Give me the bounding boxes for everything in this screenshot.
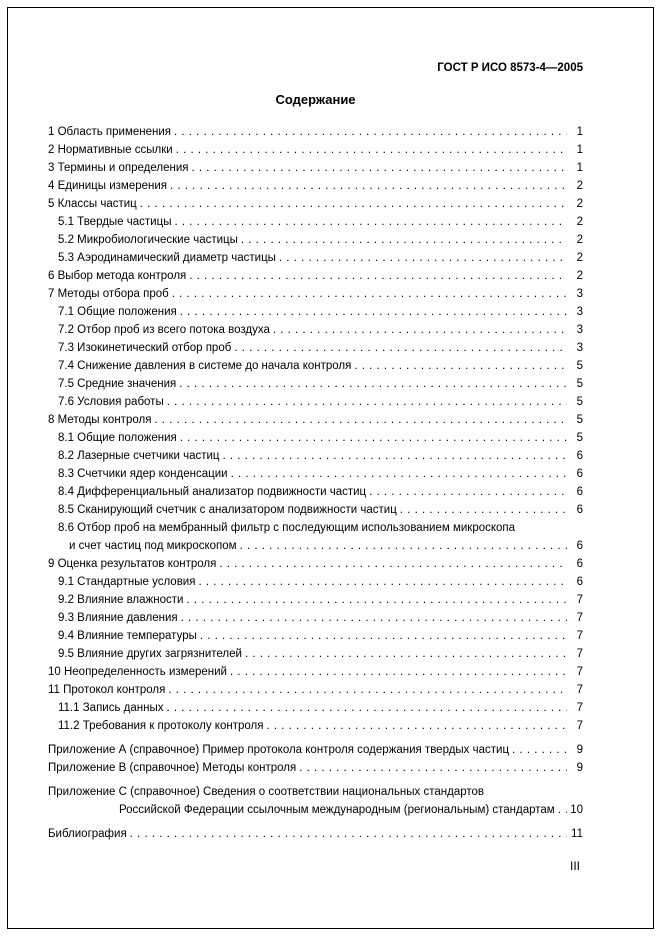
toc-entry-label: 10 Неопределенность измерений [48, 666, 227, 678]
toc-entry-page: 3 [576, 342, 583, 354]
toc-entry-page: 3 [576, 306, 583, 318]
toc-entry [48, 783, 583, 801]
toc-entry [48, 213, 583, 231]
toc-entry [48, 681, 583, 699]
toc-entry-label: 5 Классы частиц [48, 198, 137, 210]
toc-entry-page: 2 [576, 180, 583, 192]
toc-entry [48, 375, 583, 393]
toc-entry [48, 303, 583, 321]
toc-entry-page: 7 [576, 630, 583, 642]
toc-entry-label: 7.3 Изокинетический отбор проб [58, 342, 232, 354]
toc-entry [48, 663, 583, 681]
toc-leader-dots [279, 249, 567, 267]
toc-entry [48, 483, 583, 501]
toc-entry-page: 6 [576, 486, 583, 498]
toc-entry [48, 429, 583, 447]
toc-entry-label: 5.1 Твердые частицы [58, 216, 172, 228]
toc-entry-label: Приложение В (справочное) Методы контроля [48, 762, 297, 774]
toc-leader-dots [172, 285, 567, 303]
toc-entry [48, 231, 583, 249]
toc-leader-dots [166, 699, 567, 717]
toc-entry [48, 759, 583, 777]
toc-entry [48, 591, 583, 609]
toc-entry-label: 8.1 Общие положения [58, 432, 177, 444]
toc-leader-dots [230, 663, 567, 681]
toc-leader-dots [180, 429, 567, 447]
toc-entry-label: 7.2 Отбор проб из всего потока воздуха [58, 324, 270, 336]
toc-title: Содержание [275, 92, 356, 107]
toc-entry-page: 11 [571, 828, 583, 840]
toc-entry-page: 2 [576, 234, 583, 246]
toc-leader-dots [189, 267, 567, 285]
toc-entry-page: 2 [576, 270, 583, 282]
toc-entry-label: 7.6 Условия работы [58, 396, 164, 408]
toc-entry-label: 8.3 Счетчики ядер конденсации [58, 468, 228, 480]
toc-leader-dots [231, 465, 567, 483]
toc-entry-page: 3 [576, 324, 583, 336]
toc-entry [48, 321, 583, 339]
toc-leader-dots [140, 195, 567, 213]
page-number: III [569, 859, 580, 873]
toc-entry [48, 537, 583, 555]
toc-entry-label: 2 Нормативные ссылки [48, 144, 173, 156]
toc-leader-dots [240, 537, 567, 555]
toc-entry-page: 7 [576, 612, 583, 624]
toc-entry [48, 465, 583, 483]
toc-entry [48, 519, 583, 537]
toc-entry-label: Библиография [48, 828, 127, 840]
toc-leader-dots [558, 801, 567, 819]
toc-entry [48, 627, 583, 645]
toc-entry [48, 393, 583, 411]
toc-entry-page: 2 [576, 216, 583, 228]
toc-leader-dots [198, 573, 567, 591]
toc-entry-label: 9.1 Стандартные условия [58, 576, 196, 588]
toc-leader-dots [354, 357, 567, 375]
toc-entry [48, 645, 583, 663]
toc-leader-dots [241, 231, 567, 249]
toc-leader-dots [369, 483, 567, 501]
page-number-footer [48, 859, 583, 873]
toc-entry-page: 5 [576, 360, 583, 372]
toc-entry-page: 7 [576, 702, 583, 714]
toc-leader-dots [299, 759, 567, 777]
toc-leader-dots [186, 591, 567, 609]
toc-leader-dots [266, 717, 567, 735]
toc-entry [48, 123, 583, 141]
toc-entry-page: 7 [576, 666, 583, 678]
toc-entry [48, 285, 583, 303]
toc-leader-dots [180, 303, 567, 321]
toc-leader-dots [512, 741, 567, 759]
document-header [48, 62, 583, 75]
toc-entry-label: 8.2 Лазерные счетчики частиц [58, 450, 220, 462]
toc-entry-label: Российской Федерации ссылочным международным (региональным) стандартам [119, 804, 555, 816]
toc-entry [48, 573, 583, 591]
toc-entry-page: 7 [576, 684, 583, 696]
toc-entry-page: 6 [576, 468, 583, 480]
toc-entry-label: 5.2 Микробиологические частицы [58, 234, 238, 246]
toc-entry-label: 9.4 Влияние температуры [58, 630, 197, 642]
toc-entry [48, 717, 583, 735]
toc-entry [48, 357, 583, 375]
toc-entry [48, 801, 583, 819]
document-number: ГОСТ Р ИСО 8573-4—2005 [437, 62, 583, 74]
toc-entry-label: 7.4 Снижение давления в системе до начала контроля [58, 360, 352, 372]
toc-entry-page: 5 [576, 432, 583, 444]
toc-entry-label: 8 Методы контроля [48, 414, 152, 426]
toc-entry [48, 699, 583, 717]
toc-entry-label: Приложение С (справочное) Сведения о соответствии национальных стандартов [48, 786, 485, 798]
toc-entry [48, 501, 583, 519]
toc-entry-label: 11.1 Запись данных [58, 702, 164, 714]
toc-entry-label: 7 Методы отбора проб [48, 288, 169, 300]
toc-entry [48, 447, 583, 465]
toc-entry-page: 5 [576, 396, 583, 408]
toc-entry [48, 141, 583, 159]
toc-leader-dots [168, 681, 567, 699]
toc-entry [48, 825, 583, 843]
toc-entry-page: 9 [576, 762, 583, 774]
toc-entry-label: 7.1 Общие положения [58, 306, 177, 318]
toc-entry [48, 741, 583, 759]
toc-entry-label: 1 Область применения [48, 126, 172, 138]
toc-entry-page: 1 [576, 126, 583, 138]
toc-entry-page: 2 [576, 198, 583, 210]
toc-entry-label: 3 Термины и определения [48, 162, 189, 174]
toc-entry-page: 1 [576, 162, 583, 174]
toc-entry-page: 5 [576, 378, 583, 390]
toc-entry [48, 609, 583, 627]
toc-entry-page: 10 [570, 804, 583, 816]
toc-entry-label: 8.5 Сканирующий счетчик с анализатором подвижности частиц [58, 504, 397, 516]
toc-leader-dots [179, 375, 567, 393]
toc-entry-page: 6 [576, 576, 583, 588]
toc-entry-label: 11.2 Требования к протоколу контроля [58, 720, 264, 732]
toc-entry-page: 6 [576, 558, 583, 570]
toc-entry-label: 9.3 Влияние давления [58, 612, 178, 624]
toc-leader-dots [170, 177, 567, 195]
toc-entry [48, 411, 583, 429]
toc-entry [48, 555, 583, 573]
toc-entry-page: 6 [576, 540, 583, 552]
toc-leader-dots [167, 393, 567, 411]
toc-entry-label: 8.6 Отбор проб на мембранный фильтр с последующим использованием микроскопа [58, 522, 516, 534]
toc-entry-label: Приложение А (справочное) Пример протокола контроля содержания твердых частиц [48, 744, 510, 756]
toc-entry-label: 7.5 Средние значения [58, 378, 177, 390]
toc-entry-page: 3 [576, 288, 583, 300]
toc-entry-page: 7 [576, 720, 583, 732]
toc-leader-dots [400, 501, 567, 519]
toc-entry-page: 9 [576, 744, 583, 756]
toc-entry [48, 159, 583, 177]
toc-entry [48, 195, 583, 213]
toc-leader-dots [245, 645, 567, 663]
toc-entry [48, 177, 583, 195]
toc-entry-label: 5.3 Аэродинамический диаметр частицы [58, 252, 276, 264]
toc-entry [48, 267, 583, 285]
toc-entry [48, 339, 583, 357]
toc-leader-dots [200, 627, 567, 645]
toc-entry-label: 4 Единицы измерения [48, 180, 168, 192]
toc-entry-page: 2 [576, 252, 583, 264]
toc-leader-dots [219, 555, 567, 573]
toc-leader-dots [130, 825, 567, 843]
toc-leader-dots [273, 321, 567, 339]
toc-leader-dots [192, 159, 567, 177]
toc-leader-dots [234, 339, 567, 357]
toc-entry [48, 249, 583, 267]
toc-entry-label: 8.4 Дифференциальный анализатор подвижности частиц [58, 486, 367, 498]
toc-leader-dots [174, 123, 567, 141]
toc-entry-page: 1 [576, 144, 583, 156]
toc-leader-dots [223, 447, 567, 465]
toc-entry-page: 6 [576, 504, 583, 516]
toc-entry-label: 9 Оценка результатов контроля [48, 558, 217, 570]
toc-leader-dots [174, 213, 567, 231]
toc-list [48, 123, 583, 843]
toc-entry-page: 7 [576, 594, 583, 606]
toc-entry-page: 6 [576, 450, 583, 462]
toc-entry-label: 9.2 Влияние влажности [58, 594, 184, 606]
toc-entry-label: 6 Выбор метода контроля [48, 270, 187, 282]
toc-entry-page: 5 [576, 414, 583, 426]
toc-entry-label: 9.5 Влияние других загрязнителей [58, 648, 242, 660]
toc-leader-dots [176, 141, 567, 159]
toc-entry-label: и счет частиц под микроскопом [69, 540, 237, 552]
toc-entry-page: 7 [576, 648, 583, 660]
toc-leader-dots [181, 609, 567, 627]
toc-entry-label: 11 Протокол контроля [48, 684, 166, 696]
toc-leader-dots [154, 411, 567, 429]
